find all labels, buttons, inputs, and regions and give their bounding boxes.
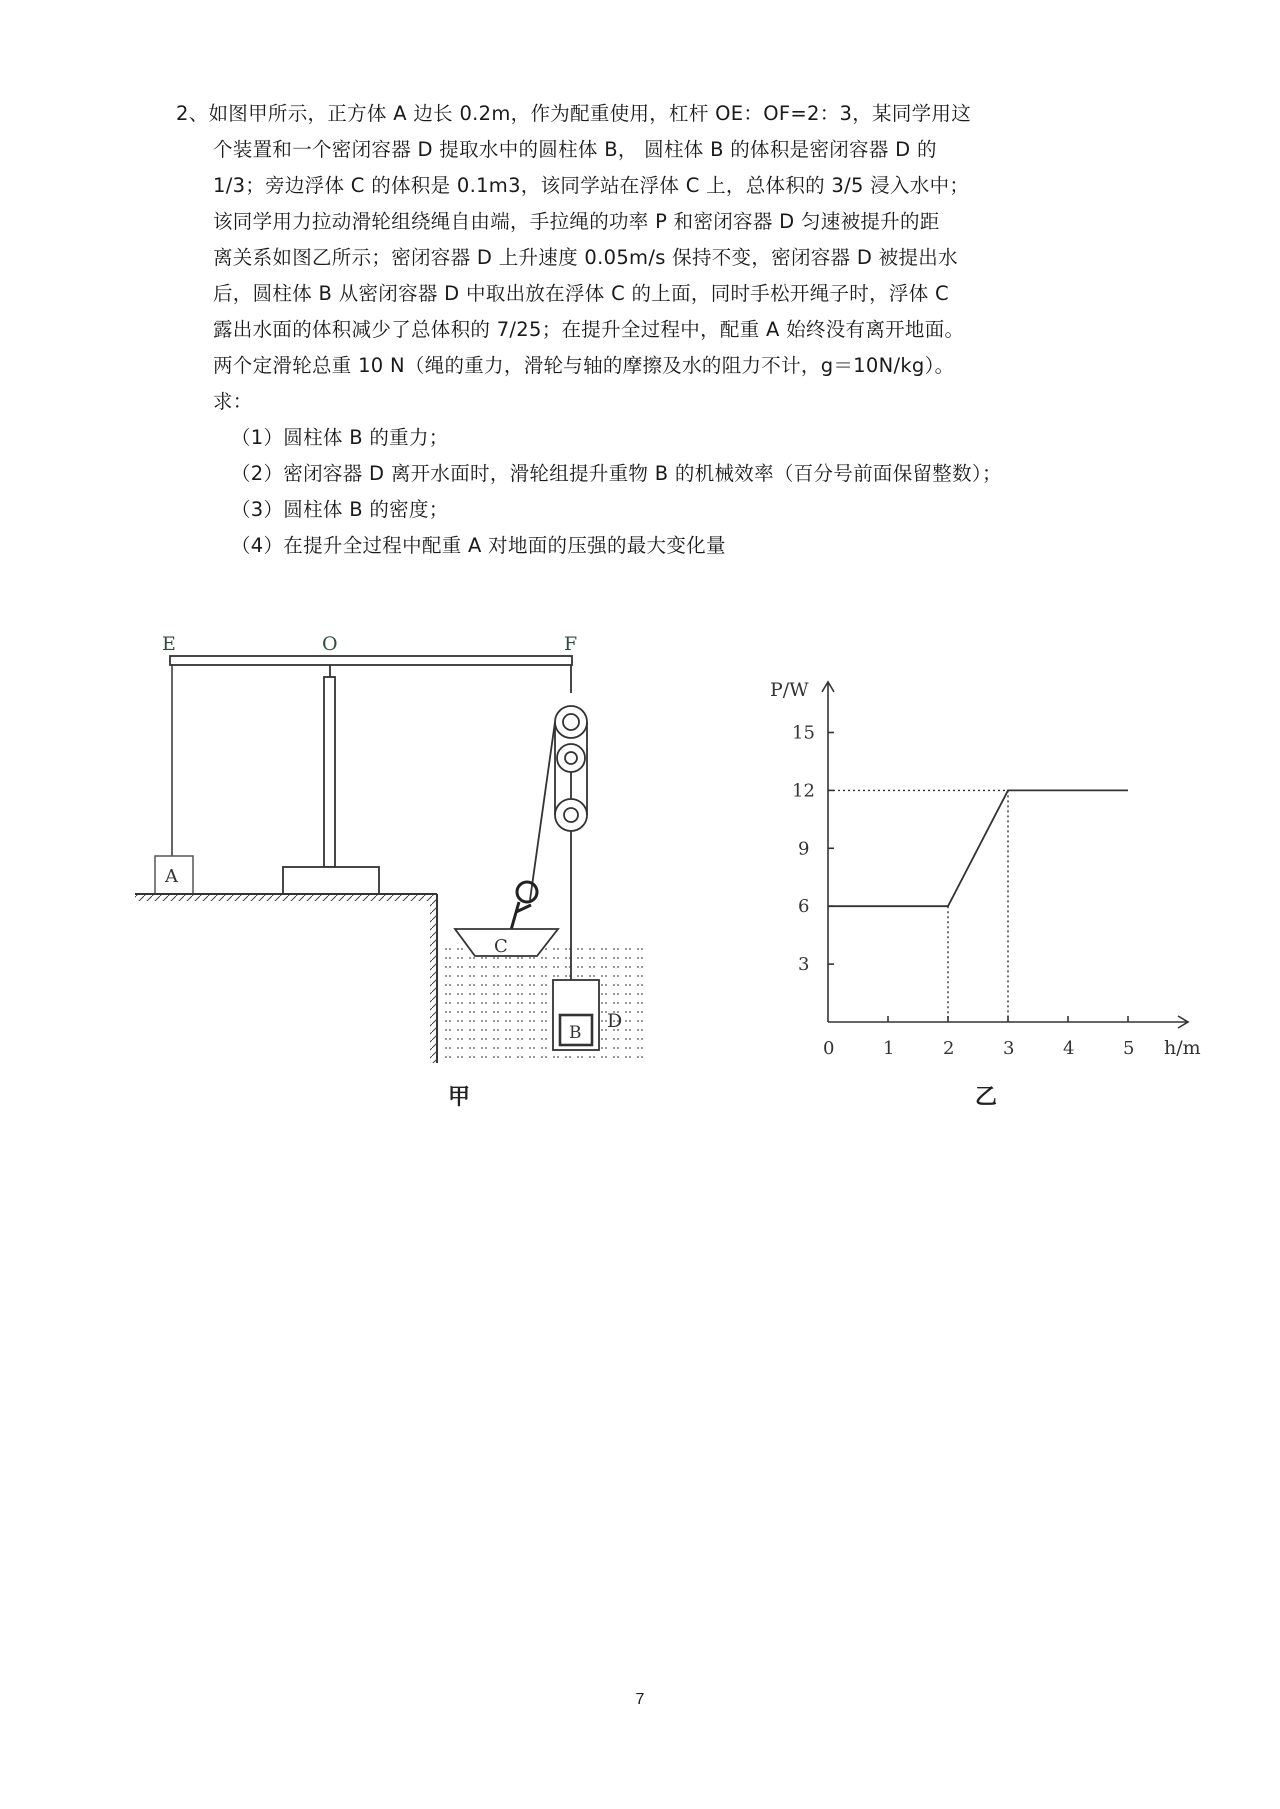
y-tick-label: 3: [798, 954, 810, 976]
problem-line: 后，圆柱体 B 从密闭容器 D 中取出放在浮体 C 的上面，同时手松开绳子时，浮体 C: [213, 282, 949, 305]
x-axis-label: h/m: [1164, 1037, 1201, 1059]
question-1: （1）圆柱体 B 的重力；: [231, 426, 449, 449]
power-height-chart: [760, 660, 1230, 1120]
label-B: B: [569, 1023, 582, 1043]
tick-labels: [792, 723, 1134, 1060]
y-tick-label: 12: [792, 780, 815, 802]
problem-line: 1/3；旁边浮体 C 的体积是 0.1m3，该同学站在浮体 C 上，总体积的 3/5 浸入水中；: [213, 174, 970, 197]
y-tick-label: 6: [798, 896, 810, 918]
x-tick-label: 5: [1123, 1038, 1135, 1059]
problem-line: 两个定滑轮总重 10 N（绳的重力，滑轮与轴的摩擦及水的阻力不计，g＝10N/kg）。: [213, 354, 955, 377]
question-4: （4）在提升全过程中配重 A 对地面的压强的最大变化量: [231, 534, 726, 557]
power-series-line: [828, 790, 1128, 906]
lever-support: [283, 665, 379, 894]
x-tick-label: 3: [1003, 1038, 1015, 1059]
question-3: （3）圆柱体 B 的密度；: [231, 498, 449, 521]
page-number: 7: [635, 1691, 645, 1708]
ground: [135, 894, 437, 1063]
figure-yi: [760, 660, 1230, 1120]
y-tick-label: 15: [792, 722, 815, 744]
block-a: [155, 856, 193, 894]
label-C: C: [494, 936, 508, 957]
x-tick-label: 2: [943, 1038, 955, 1059]
y-tick-label: 9: [798, 838, 810, 860]
caption-jia: 甲: [448, 1084, 471, 1110]
problem-line: 求：: [213, 390, 253, 413]
x-tick-label: 0: [823, 1038, 835, 1059]
problem-line: 离关系如图乙所示；密闭容器 D 上升速度 0.05m/s 保持不变，密闭容器 D 被提出水: [213, 246, 958, 269]
series-lines: [828, 790, 1128, 906]
tick-marks: [828, 733, 1128, 1023]
problem-line: 露出水面的体积减少了总体积的 7/25；在提升全过程中，配重 A 始终没有离开地面。: [213, 318, 965, 341]
x-tick-label: 1: [883, 1038, 895, 1059]
label-E: E: [162, 633, 176, 655]
x-tick-label: 4: [1063, 1038, 1075, 1059]
label-O: O: [322, 633, 338, 655]
label-D: D: [607, 1010, 623, 1032]
label-F: F: [564, 633, 578, 655]
y-axis-label: P/W: [770, 679, 809, 701]
problem-line: 个装置和一个密闭容器 D 提取水中的圆柱体 B， 圆柱体 B 的体积是密闭容器 D 的: [213, 138, 937, 161]
figure-jia: [0, 0, 660, 1120]
lever: [170, 656, 572, 665]
problem-line: 2、如图甲所示，正方体 A 边长 0.2m，作为配重使用，杠杆 OE：OF=2：3，某同学用这: [176, 102, 972, 125]
label-A: A: [165, 866, 178, 887]
caption-yi: 乙: [975, 1084, 998, 1110]
question-2: （2）密闭容器 D 离开水面时，滑轮组提升重物 B 的机械效率（百分号前面保留整数）；: [231, 462, 1002, 485]
axes: [822, 682, 1188, 1028]
water: [440, 941, 647, 1063]
problem-line: 该同学用力拉动滑轮组绕绳自由端，手拉绳的功率 P 和密闭容器 D 匀速被提升的距: [213, 210, 940, 233]
